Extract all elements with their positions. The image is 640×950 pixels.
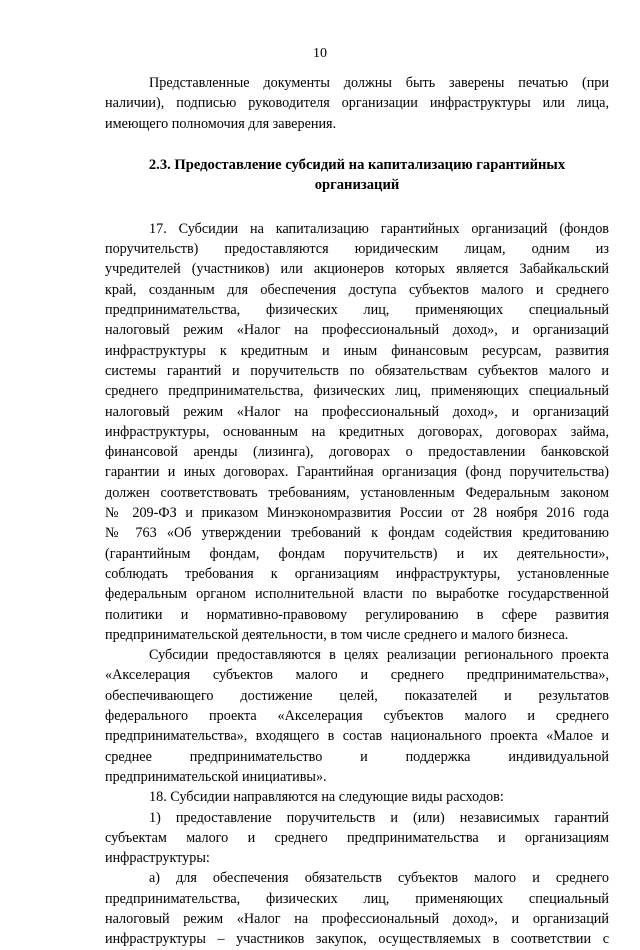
- text-line: предпринимательской деятельности, в том числе среднего и малого бизнеса.: [105, 626, 569, 643]
- section-heading: организаций: [314, 176, 400, 193]
- text-line: обеспечивающего достижение целей, показателей и результатов: [105, 687, 609, 704]
- page-number: 10: [313, 46, 327, 61]
- text-line: инфраструктуры, основанным на кредитных договорах, договорах займа,: [105, 423, 609, 440]
- text-line: налоговый режим «Налог на профессиональный доход», и организаций: [105, 910, 609, 927]
- text-line: (гарантийным фондам, фондам поручительств) и их деятельности»,: [105, 545, 609, 562]
- text-line: № 209-ФЗ и приказом Минэкономразвития России от 28 ноября 2016 года: [105, 505, 609, 522]
- text-line: гарантии и иных договорах. Гарантийная организация (фонд поручительства): [105, 464, 609, 481]
- section-heading: 2.3. Предоставление субсидий на капитализацию гарантийных: [148, 156, 566, 173]
- text-line: политики и нормативно-правовому регулированию в сфере развития: [105, 606, 609, 623]
- text-line: инфраструктуры к кредитным и иным финансовым ресурсам, развития: [105, 342, 609, 359]
- text-line: налоговый режим «Налог на профессиональный доход», и организаций: [105, 403, 609, 420]
- text-line: инфраструктуры:: [105, 850, 210, 867]
- text-line: финансовой аренды (лизинга), договорах о предоставлении банковской: [105, 444, 609, 461]
- text-line: 18. Субсидии направляются на следующие виды расходов:: [149, 789, 504, 806]
- text-line: предпринимательства, физических лиц, применяющих специальный: [105, 302, 609, 319]
- text-line: федеральным органом исполнительной власти по выработке государственной: [105, 586, 609, 603]
- text-line: налоговый режим «Налог на профессиональный доход», и организаций: [105, 322, 609, 339]
- text-line: край, созданным для обеспечения доступа субъектов малого и среднего: [105, 281, 609, 298]
- text-line: субъектам малого и среднего предпринимательства и организациям: [105, 829, 609, 846]
- text-line: поручительств) предоставляются юридическим лицам, одним из: [105, 241, 609, 258]
- text-line: учредителей (участников) или акционеров которых является Забайкальский: [105, 261, 609, 278]
- text-line: федерального проекта «Акселерация субъектов малого и среднего: [105, 708, 609, 725]
- text-line: среднее предпринимательство и поддержка индивидуальной: [105, 748, 609, 765]
- text-line: среднего предпринимательства, физических лиц, применяющих специальный: [105, 383, 609, 400]
- text-line: № 763 «Об утверждении требований к фондам содействия кредитованию: [105, 525, 609, 542]
- text-line: предпринимательства», входящего в состав национального проекта «Малое и: [105, 728, 609, 745]
- text-line: должен соответствовать требованиям, установленным Федеральным законом: [105, 484, 609, 501]
- text-line: 1) предоставление поручительств и (или) независимых гарантий: [149, 809, 609, 826]
- text-line: предпринимательства, физических лиц, применяющих специальный: [105, 890, 609, 907]
- text-line: предпринимательской инициативы».: [105, 768, 327, 785]
- text-line: инфраструктуры – участников закупок, осуществляемых в соответствии с: [105, 931, 609, 948]
- text-line: Представленные документы должны быть заверены печатью (при: [149, 75, 609, 91]
- text-line: соблюдать требования к организациям инфраструктуры, установленные: [105, 565, 609, 582]
- text-line: «Акселерация субъектов малого и среднего предпринимательства»,: [105, 667, 609, 684]
- text-line: имеющего полномочия для заверения.: [105, 115, 337, 132]
- text-line: наличии), подписью руководителя организации инфраструктуры или лица,: [105, 95, 609, 112]
- text-line: системы гарантий и поручительств по обязательствам субъектов малого и: [105, 362, 609, 379]
- text-line: 17. Субсидии на капитализацию гарантийных организаций (фондов: [149, 220, 609, 237]
- text-line: Субсидии предоставляются в целях реализации регионального проекта: [149, 647, 609, 664]
- text-line: а) для обеспечения обязательств субъектов малого и среднего: [149, 870, 609, 887]
- document-body: [105, 73, 609, 950]
